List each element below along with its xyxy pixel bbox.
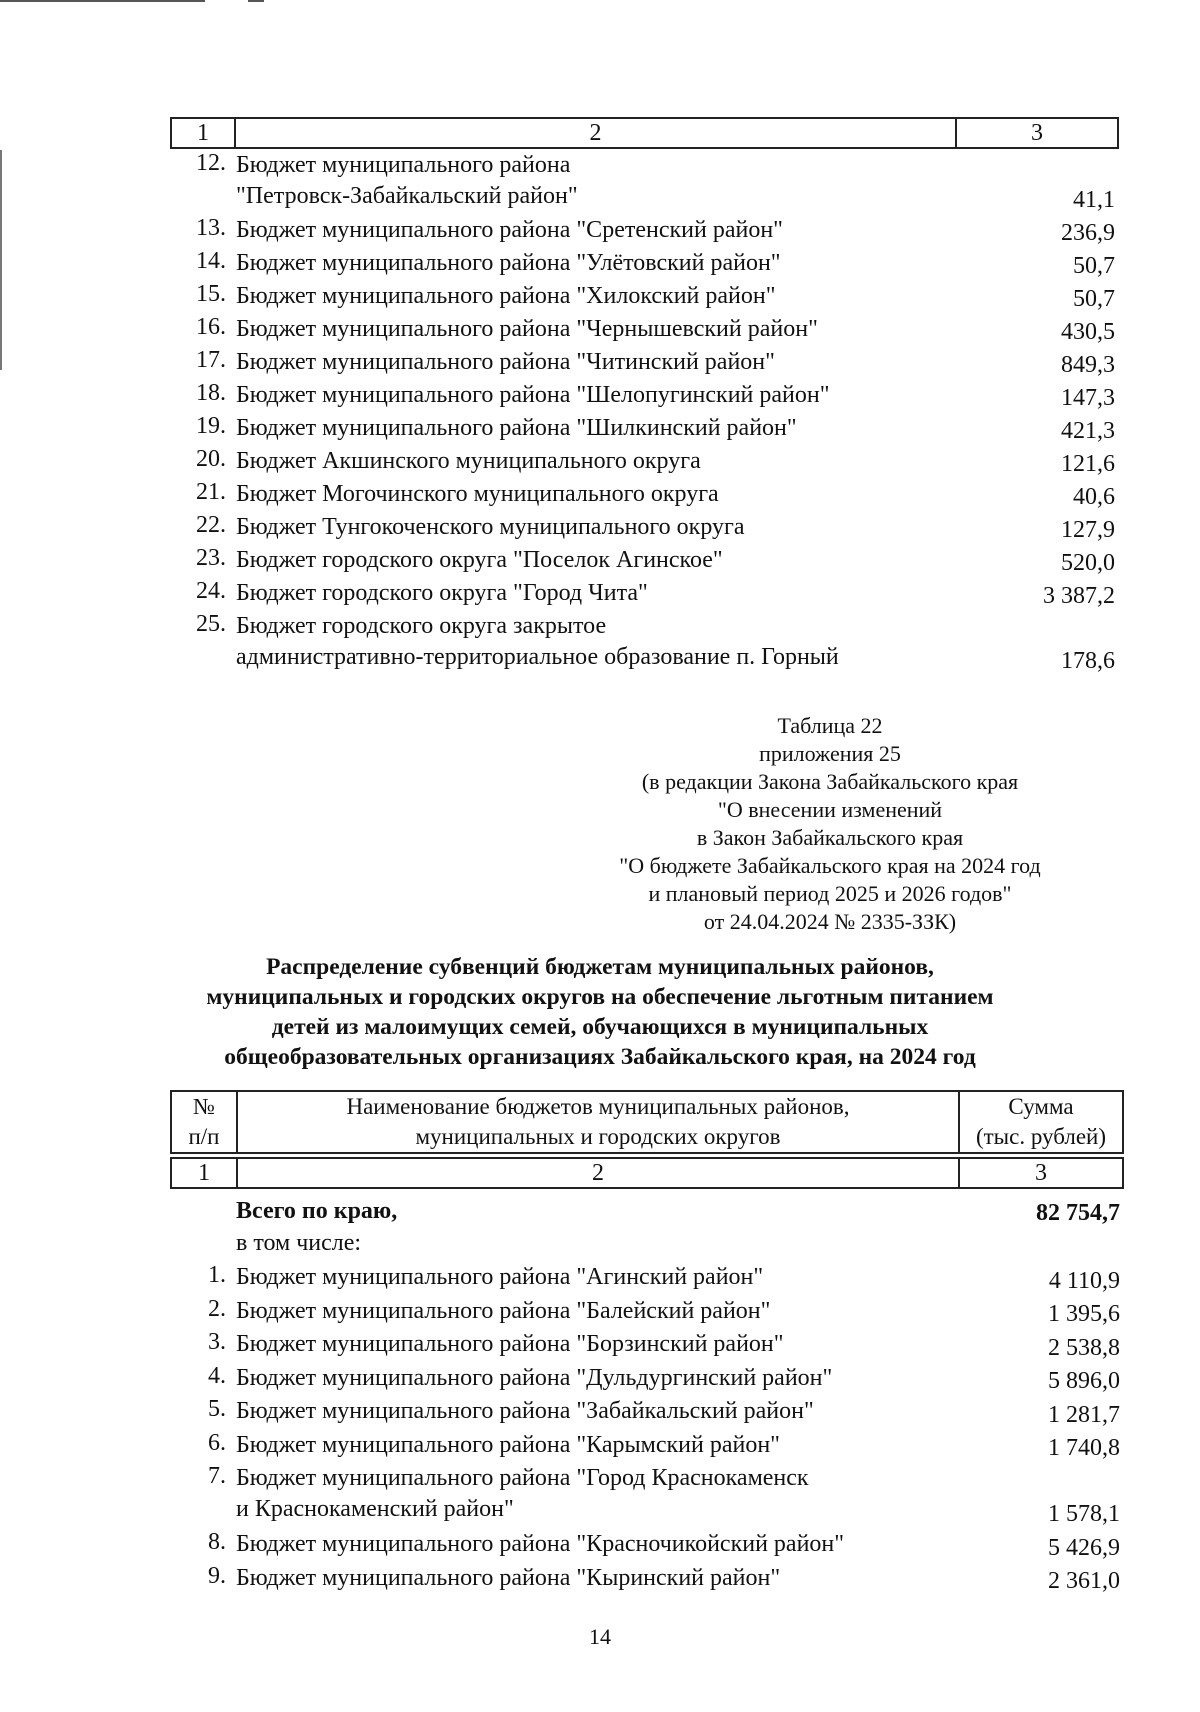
table2-numbering-col2: 2 (238, 1159, 960, 1187)
table2-header-name (238, 1092, 960, 1152)
row-value: 849,3 (1061, 352, 1115, 378)
table-row (170, 150, 1115, 214)
row-value: 50,7 (1073, 286, 1115, 312)
annotation-line: и плановый период 2025 и 2026 годов" (648, 881, 1012, 906)
row-number: 19. (196, 413, 226, 439)
row-value: 421,3 (1061, 418, 1115, 444)
row-number: 14. (196, 248, 226, 274)
table-row (170, 446, 1115, 478)
annotation-line: "О бюджете Забайкальского края на 2024 год (619, 853, 1041, 878)
table-row (170, 1563, 1120, 1596)
table2-numbering (170, 1157, 1124, 1189)
row-name (236, 1563, 1016, 1594)
row-number: 16. (196, 314, 226, 340)
table-row (170, 413, 1115, 445)
header-text: Сумма (1008, 1094, 1074, 1119)
row-number: 17. (196, 347, 226, 373)
row-name-line: Бюджет муниципального района "Чернышевский район" (236, 316, 818, 342)
row-value: 40,6 (1073, 484, 1115, 510)
page-number: 14 (589, 1624, 611, 1649)
row-name-line: Бюджет городского округа закрытое (236, 613, 607, 639)
row-value: 178,6 (1061, 648, 1115, 674)
title-line: детей из малоимущих семей, обучающихся в муниципальных (271, 1014, 929, 1040)
total-subtitle-row (170, 1228, 1120, 1259)
row-value: 1 281,7 (1048, 1401, 1120, 1428)
row-number: 18. (196, 380, 226, 406)
row-name (236, 215, 1016, 246)
row-value: 2 538,8 (1048, 1334, 1120, 1361)
row-number: 1. (208, 1262, 226, 1288)
row-name-line: Бюджет Тунгокоченского муниципального округа (236, 514, 745, 540)
table-annotation (560, 712, 1100, 936)
row-number: 25. (196, 611, 226, 637)
row-name-line: и Краснокаменский район" (236, 1496, 514, 1522)
table2-numbering-col1: 1 (172, 1159, 238, 1187)
table2-header-number (172, 1092, 238, 1152)
row-name (236, 314, 1016, 345)
row-name (236, 1296, 1016, 1327)
table1-header-col2: 2 (236, 119, 957, 147)
row-name-line: Бюджет муниципального района "Читинский район" (236, 349, 775, 375)
row-name-line: Бюджет муниципального района "Хилокский район" (236, 283, 776, 309)
row-number: 7. (208, 1463, 226, 1489)
row-name (236, 281, 1016, 312)
row-name (236, 1430, 1016, 1461)
row-name-line: Бюджет Акшинского муниципального округа (236, 448, 701, 474)
row-name-line: Бюджет муниципального района "Дульдургинский район" (236, 1364, 833, 1391)
row-name-line: Бюджет муниципального района "Шелопугинский район" (236, 382, 830, 408)
total-subtitle: в том числе: (236, 1230, 362, 1256)
scan-artifact-edge (0, 150, 2, 370)
title-line: Распределение субвенций бюджетам муниципальных районов, (266, 954, 934, 980)
row-name (236, 446, 1016, 477)
row-number: 12. (196, 150, 226, 176)
row-name (236, 1463, 1016, 1525)
annotation-line: (в редакции Закона Забайкальского края (641, 769, 1019, 794)
row-name (236, 380, 1016, 411)
row-number: 5. (208, 1396, 226, 1422)
row-number: 2. (208, 1295, 226, 1322)
row-value: 127,9 (1061, 517, 1115, 543)
row-name (236, 545, 1016, 576)
table2-header-sum (960, 1092, 1122, 1152)
row-name-line: Бюджет муниципального района "Карымский район" (236, 1431, 780, 1458)
row-number: 6. (208, 1429, 226, 1456)
row-name (236, 347, 1016, 378)
total-value: 82 754,7 (1036, 1200, 1120, 1226)
table-row (170, 1296, 1120, 1329)
table1-header-col3: 3 (1031, 120, 1043, 146)
row-value: 4 110,9 (1048, 1267, 1120, 1294)
row-value: 41,1 (1073, 187, 1115, 213)
annotation-line: от 24.04.2024 № 2335-ЗЗК) (703, 909, 957, 934)
row-name (236, 1529, 1016, 1560)
table-row (170, 1529, 1120, 1562)
table-row (170, 1463, 1120, 1528)
title-line: общеобразовательных организациях Забайкальского края, на 2024 год (224, 1044, 976, 1070)
row-name (236, 578, 1016, 609)
row-value: 121,6 (1061, 451, 1115, 477)
table2-numbering-col3: 3 (1035, 1160, 1047, 1186)
table2-header (170, 1090, 1124, 1154)
row-number: 9. (208, 1562, 226, 1589)
annotation-line: Таблица 22 (777, 713, 883, 738)
table-row (170, 1262, 1120, 1295)
row-name-line: административно-территориальное образование п. Горный (236, 644, 839, 670)
row-number: 21. (196, 479, 226, 505)
table-row (170, 578, 1115, 610)
table-row (170, 1329, 1120, 1362)
table-row (170, 281, 1115, 313)
row-number: 4. (208, 1362, 226, 1389)
table-row (170, 1396, 1120, 1429)
header-text: (тыс. рублей) (975, 1124, 1107, 1149)
row-name-line: Бюджет муниципального района "Забайкальский район" (236, 1398, 814, 1424)
row-number: 24. (196, 578, 226, 604)
row-name-line: Бюджет муниципального района (236, 152, 571, 178)
row-number: 13. (196, 215, 226, 241)
row-name-line: Бюджет Могочинского муниципального округа (236, 481, 719, 507)
row-name-line: Бюджет муниципального района "Улётовский район" (236, 250, 781, 276)
row-name (236, 611, 1016, 673)
table-row (170, 479, 1115, 511)
header-text: муниципальных и городских округов (415, 1124, 781, 1149)
table1-header-col1: 1 (172, 119, 236, 147)
table-row (170, 314, 1115, 346)
table-row (170, 1363, 1120, 1396)
annotation-line: приложения 25 (759, 741, 901, 766)
row-number: 23. (196, 545, 226, 571)
row-name (236, 512, 1016, 543)
row-value: 520,0 (1061, 550, 1115, 576)
row-name (236, 1329, 1016, 1360)
scan-artifact-line (248, 0, 264, 2)
row-name-line: "Петровск-Забайкальский район" (236, 183, 578, 209)
row-name-line: Бюджет муниципального района "Шилкинский район" (236, 415, 797, 441)
row-name-line: Бюджет муниципального района "Балейский район" (236, 1297, 771, 1324)
row-name (236, 1396, 1016, 1427)
row-name-line: Бюджет муниципального района "Красночикойский район" (236, 1531, 845, 1557)
row-value: 430,5 (1061, 319, 1115, 345)
row-name (236, 1262, 1016, 1293)
row-name-line: Бюджет городского округа "Поселок Агинское" (236, 547, 723, 573)
header-text: № (193, 1094, 215, 1119)
document-title (150, 952, 1050, 1072)
row-name (236, 413, 1016, 444)
title-line: муниципальных и городских округов на обеспечение льготным питанием (206, 984, 994, 1010)
total-label: Всего по краю, (236, 1198, 398, 1224)
row-value: 1 578,1 (1048, 1501, 1120, 1527)
row-name-line: Бюджет муниципального района "Кыринский район" (236, 1564, 781, 1591)
row-number: 15. (196, 281, 226, 307)
header-text: Наименование бюджетов муниципальных районов, (346, 1094, 850, 1119)
row-name (236, 1363, 1016, 1394)
header-text: п/п (188, 1124, 220, 1149)
table-row (170, 248, 1115, 280)
row-name-line: Бюджет городского округа "Город Чита" (236, 580, 648, 606)
row-value: 1 395,6 (1048, 1301, 1120, 1327)
row-value: 147,3 (1061, 385, 1115, 411)
table-row (170, 1430, 1120, 1463)
total-row (170, 1196, 1120, 1227)
table-row (170, 380, 1115, 412)
table-row (170, 215, 1115, 247)
row-name-line: Бюджет муниципального района "Город Краснокаменск (236, 1465, 809, 1491)
row-value: 50,7 (1073, 253, 1115, 279)
annotation-line: в Закон Забайкальского края (696, 825, 964, 850)
table-row (170, 347, 1115, 379)
row-value: 2 361,0 (1048, 1568, 1120, 1594)
row-number: 3. (208, 1329, 226, 1355)
annotation-line: "О внесении изменений (717, 797, 943, 822)
row-value: 236,9 (1061, 220, 1115, 246)
row-value: 3 387,2 (1043, 583, 1115, 609)
row-number: 8. (208, 1529, 226, 1555)
row-value: 1 740,8 (1048, 1435, 1120, 1461)
row-number: 20. (196, 446, 226, 472)
row-value: 5 426,9 (1048, 1534, 1120, 1561)
table-row (170, 545, 1115, 577)
table-row (170, 611, 1115, 675)
row-name (236, 479, 1016, 510)
row-name-line: Бюджет муниципального района "Борзинский район" (236, 1331, 784, 1357)
row-name-line: Бюджет муниципального района "Агинский район" (236, 1264, 764, 1290)
row-name (236, 150, 1016, 212)
scan-artifact-line (0, 0, 205, 2)
row-name-line: Бюджет муниципального района "Сретенский район" (236, 217, 783, 243)
row-number: 22. (196, 512, 226, 538)
row-value: 5 896,0 (1048, 1368, 1120, 1394)
table1-header (170, 117, 1119, 149)
table-row (170, 512, 1115, 544)
row-name (236, 248, 1016, 279)
